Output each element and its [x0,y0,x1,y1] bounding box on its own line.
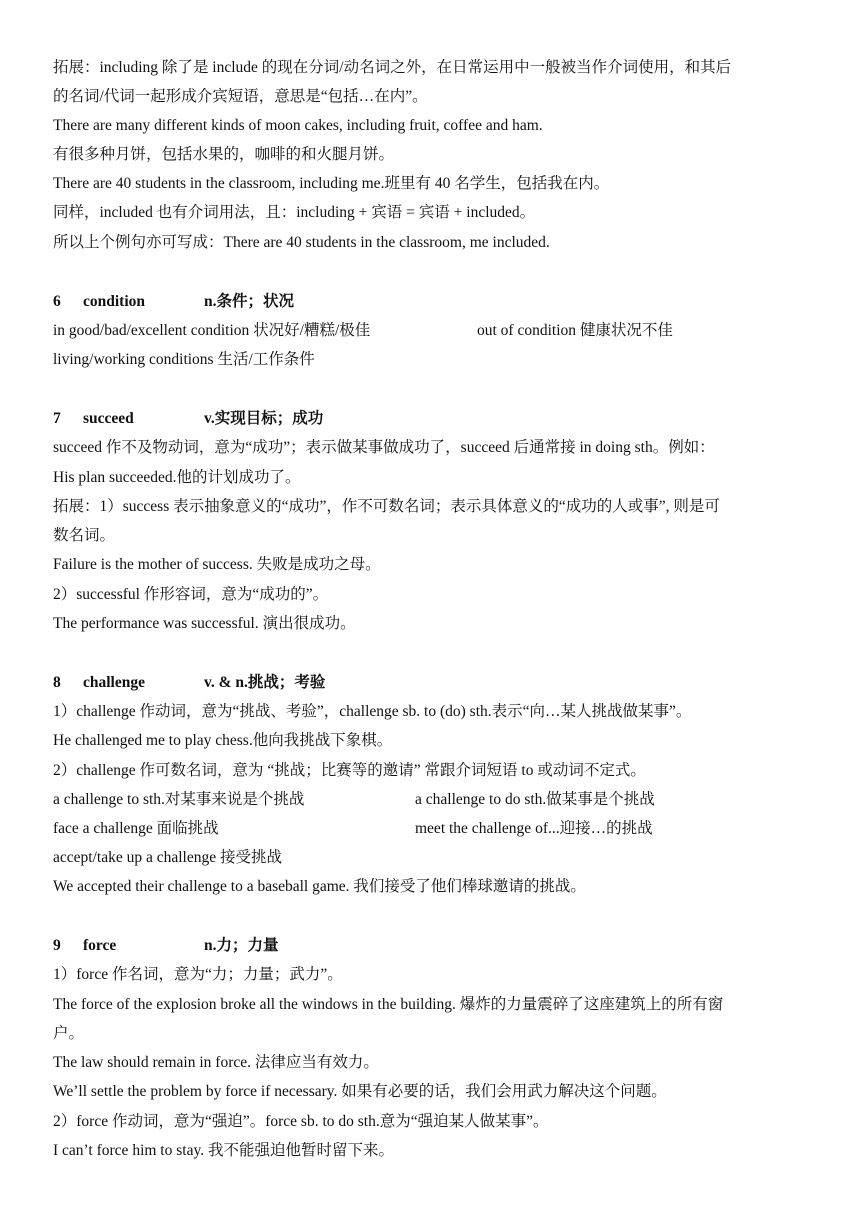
section-7-heading [53,404,812,433]
section-8-phrase-challenge-to-sth: a challenge to sth.对某事来说是个挑战 [53,791,305,808]
section-7-line-7: The performance was successful. 演出很成功。 [53,615,356,632]
section-6-line-1 [53,316,812,345]
section-9-number: 9 [53,937,61,954]
section-9-line-3: 户。 [53,1025,85,1042]
section-8-number: 8 [53,674,61,691]
intro-translation-1: 有很多种月饼，包括水果的，咖啡的和火腿月饼。 [53,146,395,163]
intro-example-1: There are many different kinds of moon cakes, including fruit, coffee and ham. [53,117,543,134]
section-9-line-2: The force of the explosion broke all the windows in the building. 爆炸的力量震碎了这座建筑上的所有窗 [53,996,724,1013]
section-8-word: challenge [83,674,145,691]
section-9-definition: n.力；力量 [204,937,279,954]
section-7-line-1: succeed 作不及物动词，意为“成功”；表示做某事做成功了，succeed 后通常接 in doing sth。例如： [53,439,715,456]
intro-example-2: There are 40 students in the classroom, including me.班里有 40 名学生，包括我在内。 [53,175,610,192]
section-8-line-4 [53,785,812,814]
section-8-line-7: We accepted their challenge to a baseball game. 我们接受了他们棒球邀请的挑战。 [53,878,586,895]
section-7-line-5: Failure is the mother of success. 失败是成功之母。 [53,556,381,573]
section-8-line-1: 1）challenge 作动词，意为“挑战、考验”，challenge sb. to (do) sth.表示“向…某人挑战做某事”。 [53,703,692,720]
section-9-line-6: 2）force 作动词，意为“强迫”。force sb. to do sth.意为“强迫某人做某事”。 [53,1113,549,1130]
section-8-line-2: He challenged me to play chess.他向我挑战下象棋。 [53,732,393,749]
section-9-word: force [83,937,117,954]
section-6-word: condition [83,293,146,310]
section-6-line-2: living/working conditions 生活/工作条件 [53,351,315,368]
section-8-line-6: accept/take up a challenge 接受挑战 [53,849,282,866]
section-9-line-1: 1）force 作名词，意为“力；力量；武力”。 [53,966,343,983]
section-7-definition: v.实现目标；成功 [204,410,324,427]
section-8-definition: v. & n.挑战；考验 [204,674,326,691]
intro-line-rewrite: 所以上个例句亦可写成：There are 40 students in the classroom, me included. [53,234,550,251]
section-8-line-3: 2）challenge 作可数名词，意为 “挑战；比赛等的邀请” 常跟介词短语 to 或动词不定式。 [53,762,646,779]
section-6-heading [53,287,812,316]
section-9-line-5: We’ll settle the problem by force if necessary. 如果有必要的话，我们会用武力解决这个问题。 [53,1083,667,1100]
section-6-phrase-condition: in good/bad/excellent condition 状况好/糟糕/极佳 [53,322,371,339]
section-7-word: succeed [83,410,134,427]
section-9-line-7: I can’t force him to stay. 我不能强迫他暂时留下来。 [53,1142,394,1159]
section-8-phrase-face: face a challenge 面临挑战 [53,820,219,837]
section-7-number: 7 [53,410,61,427]
intro-line-included: 同样，included 也有介词用法，且：including + 宾语 = 宾语 + included。 [53,204,536,221]
section-9-line-4: The law should remain in force. 法律应当有效力。 [53,1054,379,1071]
section-7-line-4: 数名词。 [53,527,116,544]
section-8-heading [53,668,812,697]
intro-line-1: 拓展：including 除了是 include 的现在分词/动名词之外，在日常运用中一般被当作介词使用，和其后 [53,59,732,76]
intro-line-2: 的名词/代词一起形成介宾短语，意思是“包括…在内”。 [53,88,428,105]
section-7-line-3: 拓展：1）success 表示抽象意义的“成功”，作不可数名词；表示具体意义的“成功的人或事”, 则是可 [53,498,720,515]
section-8-line-5 [53,814,812,843]
section-6-number: 6 [53,293,61,310]
section-7-line-2: His plan succeeded.他的计划成功了。 [53,469,301,486]
section-9-heading [53,931,812,960]
section-7-line-6: 2）successful 作形容词，意为“成功的”。 [53,586,329,603]
section-6-definition: n.条件；状况 [204,293,294,310]
section-8-phrase-challenge-to-do: a challenge to do sth.做某事是个挑战 [415,791,655,808]
section-8-phrase-meet: meet the challenge of...迎接…的挑战 [415,820,653,837]
section-6-phrase-out-of-condition: out of condition 健康状况不佳 [477,322,673,339]
